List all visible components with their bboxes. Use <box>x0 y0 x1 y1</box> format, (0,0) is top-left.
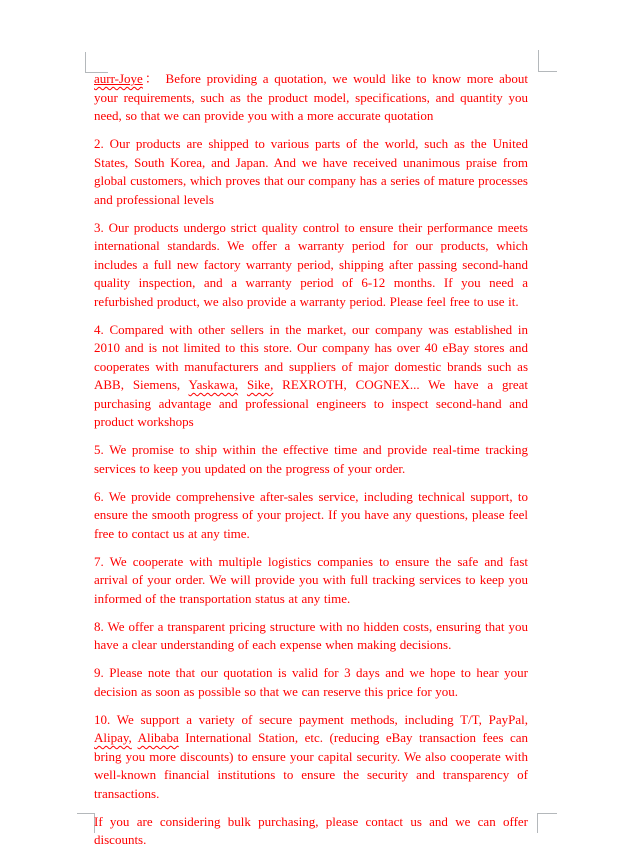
spellcheck-squiggle: Yaskawa, <box>188 377 239 392</box>
doc-paragraph <box>94 321 528 432</box>
doc-paragraph <box>94 70 528 126</box>
crop-mark-bottom-right <box>537 813 557 833</box>
misspelled-word <box>138 730 179 745</box>
text-segment <box>238 377 247 392</box>
text-segment: 8. We offer a transparent pricing structure with no hidden costs, ensuring that you have a clear understanding of each expense when making decisions. <box>94 618 528 652</box>
misspelled-word <box>94 71 143 86</box>
misspelled-word <box>189 377 239 392</box>
spellcheck-squiggle: aurr-Joye <box>94 71 143 86</box>
text-segment: If you are considering bulk purchasing, please contact us and we can offer discounts. <box>94 813 528 847</box>
text-segment: 4. Compared with other sellers in the market, our company was established in 2010 and is not limited to this store. Our company has over 40 eBay stores and cooperates with manufacturers and suppliers of major domestic brands such as ABB, Siemens, <box>94 321 528 392</box>
doc-paragraph <box>94 618 528 655</box>
misspelled-word <box>94 730 132 745</box>
doc-paragraph <box>94 219 528 312</box>
document-body <box>94 70 528 850</box>
text-segment: 6. We provide comprehensive after-sales service, including technical support, to ensure the smooth progress of your project. If you have any questions, please feel free to contact us at any time. <box>94 488 528 541</box>
doc-paragraph <box>94 664 528 701</box>
spellcheck-squiggle: Alibaba <box>137 730 179 745</box>
text-segment: 5. We promise to ship within the effective time and provide real-time tracking services to keep you updated on the progress of your order. <box>94 442 528 476</box>
doc-paragraph <box>94 135 528 209</box>
doc-paragraph <box>94 711 528 804</box>
doc-paragraph <box>94 441 528 478</box>
text-segment: 3. Our products undergo strict quality control to ensure their performance meets international standards. We offer a warranty period for our products, which includes a full new factory warranty period, shipping after passing second-hand quality inspection, and a warranty period of 6-12 months. If you need a refurbished product, we also provide a warranty period. Please feel free to use it. <box>94 219 528 309</box>
doc-paragraph <box>94 813 528 850</box>
crop-mark-bottom-left <box>77 813 95 833</box>
text-segment: 2. Our products are shipped to various parts of the world, such as the United States, South Korea, and Japan. And we have received unanimous praise from global customers, which proves that our company has a series of mature processes and professional levels <box>94 136 528 207</box>
doc-paragraph <box>94 553 528 609</box>
text-segment: REXROTH, COGNEX... We have a great purchasing advantage and professional engineers to inspect second-hand and product workshops <box>94 377 528 429</box>
text-segment: International Station, etc. (reducing eBay transaction fees can bring you more discounts) to ensure your capital security. We also cooperate with well-known financial institutions to ensure the security and transparency of transactions. <box>94 730 528 801</box>
misspelled-word <box>247 377 273 392</box>
text-segment: 9. Please note that our quotation is valid for 3 days and we hope to hear your decision as soon as possible so that we can reserve this price for you. <box>94 665 528 699</box>
doc-paragraph <box>94 488 528 544</box>
text-segment: 7. We cooperate with multiple logistics companies to ensure the safe and fast arrival of your order. We will provide you with full tracking services to keep you informed of the transportation status at any time. <box>94 553 528 606</box>
crop-mark-top-right <box>538 50 557 72</box>
text-segment: 10. We support a variety of secure payment methods, including T/T, PayPal, <box>94 711 528 727</box>
spellcheck-squiggle: Sike, <box>246 377 274 392</box>
text-segment: ： Before providing a quotation, we would like to know more about your requirements, such as the product model, specifications, and quantity you need, so that we can provide you with a more accurate quotation <box>94 71 528 123</box>
spellcheck-squiggle: Alipay, <box>94 730 132 745</box>
